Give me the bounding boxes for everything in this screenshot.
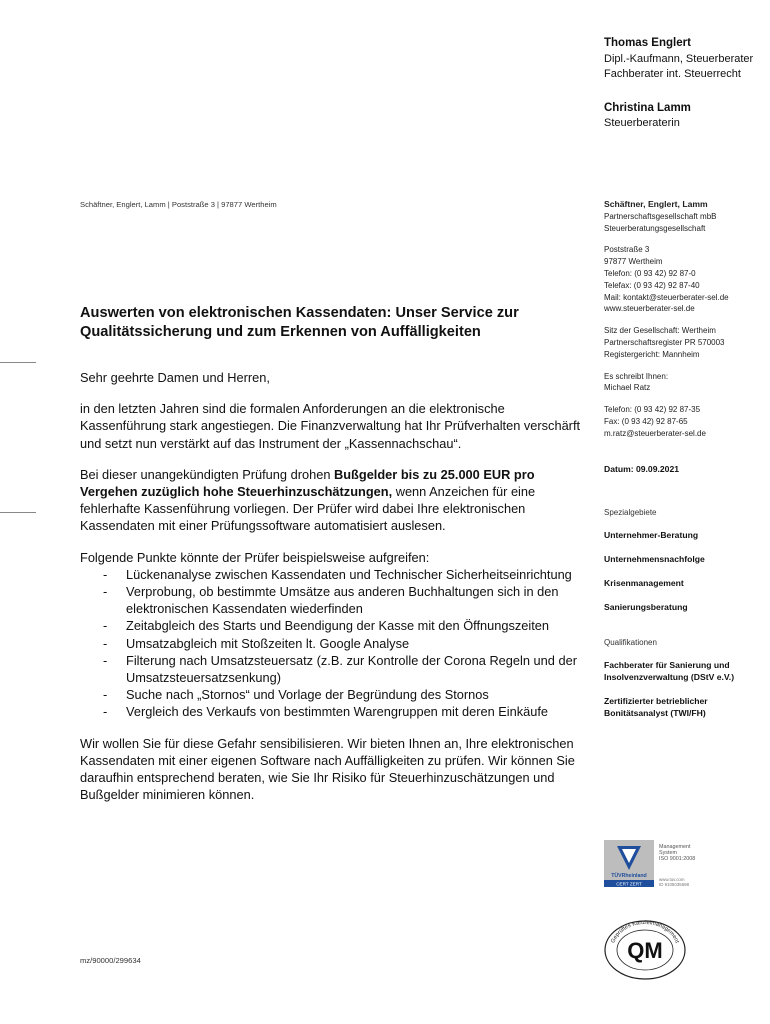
tuv-url: www.tuv.com	[659, 877, 685, 882]
partner-title-1: Dipl.-Kaufmann, Steuerberater	[604, 52, 754, 65]
list-item-text: Umsatzabgleich mit Stoßzeiten lt. Google Analyse	[126, 635, 410, 651]
list-dash: -	[103, 635, 108, 651]
letter-body	[80, 369, 592, 803]
paragraph-2	[80, 466, 592, 535]
tuv-line1: Management	[659, 844, 691, 850]
specialty-item: Krisenmanagement	[604, 577, 684, 588]
address-line: Poststraße 3	[604, 245, 650, 255]
partner-name-1: Thomas Englert	[604, 37, 691, 49]
contact-name: Michael Ratz	[604, 383, 651, 393]
qualifications-label: Qualifikationen	[604, 638, 657, 648]
firm-line: Partnerschaftsgesellschaft mbB	[604, 211, 717, 221]
letter-subject: Auswerten von elektronischen Kassendaten: Unser Service zur Qualitätssicherung und zum Erkennen von Auffälligkeiten	[80, 305, 519, 340]
fold-mark-top	[0, 362, 36, 363]
list-item	[80, 652, 592, 686]
fax-line: Telefax: (0 93 42) 92 87-40	[604, 280, 700, 290]
list-dash: -	[103, 566, 108, 582]
contact-email: m.ratz@steuerberater-sel.de	[604, 428, 706, 438]
paragraph-2-post: wenn Anzeichen für eine fehlerhafte Kassenführung vorliegen. Der Prüfer wird dabei Ihre elektronischen Kassendaten mit einer Prüfungssoftware automatisiert auslesen.	[80, 484, 536, 534]
list-item-text: Filterung nach Umsatzsteuersatz (z.B. zur Kontrolle der Corona Regeln und der Umsatzsteuersatzsenkung)	[126, 652, 577, 686]
partner-name-2: Christina Lamm	[604, 101, 691, 114]
registry-line: Registergericht: Mannheim	[604, 349, 700, 359]
list-item-text: Suche nach „Stornos“ und Vorlage der Begründung des Stornos	[126, 687, 489, 703]
qualification-item: Zertifizierter betrieblicher Bonitätsanalyst (TWI/FH)	[604, 695, 708, 718]
partner-title-1b: Fachberater int. Steuerrecht	[604, 68, 741, 80]
list-item-text: Zeitabgleich des Starts und Beendigung der Kasse mit den Öffnungszeiten	[126, 618, 550, 634]
phone-line: Telefon: (0 93 42) 92 87-0	[604, 268, 696, 278]
contact-fax: Fax: (0 93 42) 92 87-65	[604, 416, 688, 426]
reference-number: mz/90000/299634	[80, 956, 141, 965]
tuv-id: ID 9105035698	[659, 882, 690, 887]
registry-line: Sitz der Gesellschaft: Wertheim	[604, 326, 716, 336]
info-sidebar	[604, 199, 764, 719]
closing-paragraph: Wir wollen Sie für diese Gefahr sensibilisieren. Wir bieten Ihnen an, Ihre elektronischen Kassendaten mit einer eigenen Software nach Auffälligkeiten zu prüfen. Wir können Sie daraufhin entsprechend beraten, wie Sie Ihr Risiko für Steuerhinzuschätzungen und Bußgelder minimieren können.	[80, 735, 575, 803]
fold-mark-bottom	[0, 512, 36, 513]
paragraph-1: in den letzten Jahren sind die formalen Anforderungen an die elektronische Kassenführung stark angestiegen. Die Finanzverwaltung hat Ihr Prüfverhalten verschärft und setzt nun verstärkt auf das Instrument der „Kassennachschau“.	[80, 401, 581, 451]
tuv-brand-text: TÜVRheinland	[611, 873, 647, 879]
list-item-text: Verprobung, ob bestimmte Umsätze aus anderen Buchhaltungen sich in den elektronischen Kassendaten wiederfinden	[126, 584, 559, 617]
qm-ring-text: Geprüftes Kanzleimanagement	[610, 919, 680, 945]
contact-phone: Telefon: (0 93 42) 92 87-35	[604, 405, 701, 415]
list-dash: -	[103, 687, 108, 703]
contact-label: Es schreibt Ihnen:	[604, 371, 669, 381]
partner-title-2: Steuerberaterin	[604, 117, 680, 129]
list-item	[80, 566, 592, 583]
list-dash: -	[103, 704, 108, 720]
list-item	[80, 703, 592, 720]
address-line: 97877 Wertheim	[604, 257, 663, 267]
list-item-text: Lückenanalyse zwischen Kassendaten und Technischer Sicherheitseinrichtung	[126, 566, 572, 582]
tuv-cert-text: CERT ZERT	[616, 881, 642, 887]
specialty-item: Unternehmer-Beratung	[604, 530, 699, 541]
tuv-certification-badge	[604, 840, 716, 894]
tuv-line3: ISO 9001:2008	[659, 856, 696, 862]
firm-name: Schäftner, Englert, Lamm	[604, 199, 708, 209]
list-dash: -	[103, 652, 108, 668]
sender-line: Schäftner, Englert, Lamm | Poststraße 3 | 97877 Wertheim	[80, 200, 277, 209]
specialties-label: Spezialgebiete	[604, 508, 657, 518]
paragraph-2-pre: Bei dieser unangekündigten Prüfung drohen	[80, 466, 334, 482]
mail-line: Mail: kontakt@steuerberater-sel.de	[604, 292, 729, 302]
list-item	[80, 583, 592, 617]
list-item-text: Vergleich des Verkaufs von bestimmten Warengruppen mit deren Einkäufe	[126, 704, 549, 720]
tuv-line2: System	[659, 850, 677, 856]
list-intro: Folgende Punkte könnte der Prüfer beispielsweise aufgreifen:	[80, 549, 430, 565]
salutation: Sehr geehrte Damen und Herren,	[80, 370, 270, 385]
paragraph-2-bold: Bußgelder bis zu 25.000 EUR pro Vergehen zuzüglich hohe Steuerhinzuschätzungen,	[80, 466, 535, 500]
list-item	[80, 686, 592, 703]
qualification-item: Fachberater für Sanierung und Insolvenzverwaltung (DStV e.V.)	[604, 660, 735, 682]
specialty-item: Sanierungsberatung	[604, 601, 688, 612]
letter-date: Datum: 09.09.2021	[604, 463, 679, 474]
letterhead	[604, 36, 764, 132]
qm-letters: QM	[627, 938, 663, 963]
registry-line: Partnerschaftsregister PR 570003	[604, 337, 725, 347]
list-item	[80, 617, 592, 634]
qm-seal	[602, 916, 688, 980]
list-item	[80, 635, 592, 652]
list-dash: -	[103, 618, 108, 634]
check-list	[80, 566, 592, 721]
web-line: www.steuerberater-sel.de	[604, 304, 695, 314]
firm-line: Steuerberatungsgesellschaft	[604, 223, 706, 233]
specialty-item: Unternehmensnachfolge	[604, 553, 705, 564]
list-dash: -	[103, 584, 108, 600]
